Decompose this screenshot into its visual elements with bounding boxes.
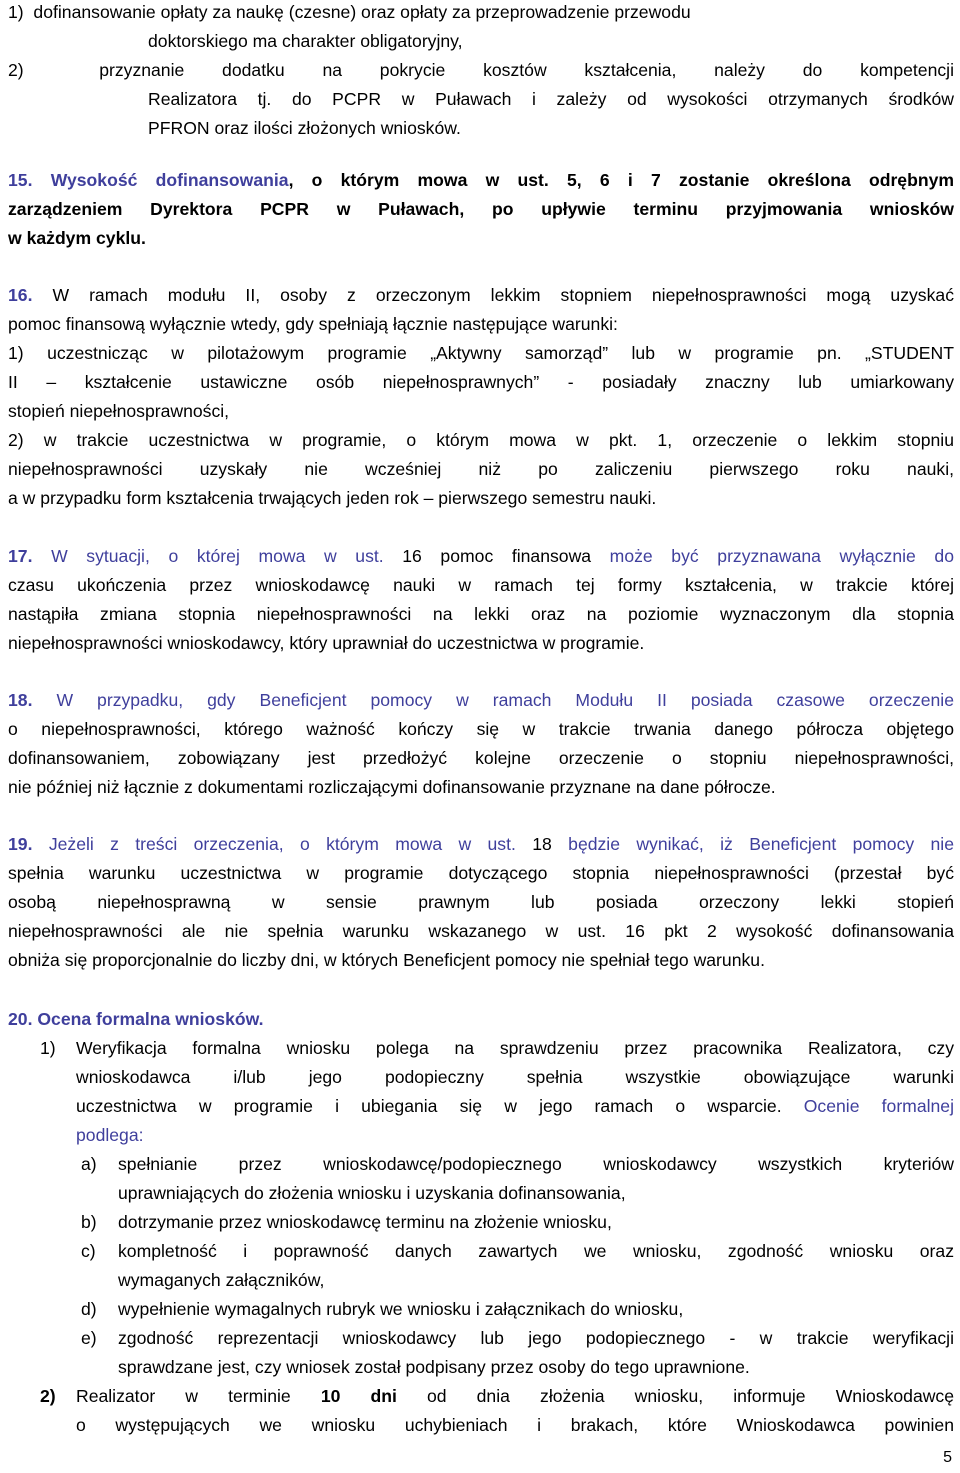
item-1-line-3a: uczestnictwa w programie i ubiegania się w jego ramach o wsparcie. <box>76 1096 782 1116</box>
p16-line-8: a w przypadku form kształcenia trwających jeden rok – pierwszego semestru nauki. <box>8 488 657 508</box>
p17-line-4: niepełnosprawności wnioskodawcy, który uprawniał do uczestnictwa w programie. <box>8 633 645 653</box>
p16-line-1-text: W ramach modułu II, osoby z orzeczonym lekkim stopniem niepełnosprawności mogą uzyskać <box>52 285 954 305</box>
p19-mid-1: 18 <box>515 834 569 854</box>
list-item-2-line-1: 2) przyznanie dodatku na pokrycie kosztów kształcenia, należy do kompetencji <box>8 60 954 80</box>
p18-line-4: nie później niż łącznie z dokumentami rozliczającymi dofinansowanie przyznane na dane półrocze. <box>8 777 776 797</box>
p19-line-5: obniża się proporcjonalnie do liczby dni, w których Beneficjent pomocy nie spełniał tego warunku. <box>8 950 765 970</box>
subitem-a-line-1: spełnianie przez wnioskodawcę/podopiecznego wnioskodawcy wszystkich kryteriów <box>118 1154 954 1174</box>
item-2-deadline: 10 dni <box>320 1386 397 1406</box>
item-1-line-3b: Ocenie formalnej <box>781 1096 955 1116</box>
p17-mid-1: 16 pomoc finansowa <box>383 546 610 566</box>
subitem-b-letter: b) <box>81 1212 97 1232</box>
p18-number: 18. <box>8 690 33 710</box>
p16-line-6: 2) w trakcie uczestnictwa w programie, o którym mowa w pkt. 1, orzeczenie o lekkim stopniu <box>8 430 954 450</box>
list-item-2-line-2: Realizatora tj. do PCPR w Puławach i zależy od wysokości otrzymanych środków <box>148 89 954 109</box>
subitem-b-line-1: dotrzymanie przez wnioskodawcę terminu na złożenie wniosku, <box>118 1212 612 1232</box>
subitem-c-line-1: kompletność i poprawność danych zawartych we wniosku, zgodność wniosku oraz <box>118 1241 954 1261</box>
section-20-title: Ocena formalna wniosków. <box>37 1009 264 1029</box>
p18-line-3: dofinansowaniem, zobowiązany jest przedłożyć kolejne orzeczenie o stopniu niepełnosprawności, <box>8 748 954 768</box>
p16-line-2: pomoc finansową wyłącznie wtedy, gdy spełniają łącznie następujące warunki: <box>8 314 618 334</box>
p15-line-2: zarządzeniem Dyrektora PCPR w Puławach, po upływie terminu przyjmowania wniosków <box>8 199 954 219</box>
p18-line-1-text: W przypadku, gdy Beneficjent pomocy w ramach Modułu II posiada czasowe orzeczenie <box>56 690 954 710</box>
subitem-c-line-2: wymaganych załączników, <box>118 1270 325 1290</box>
p17-blue-2: może być przyznawana wyłącznie do <box>609 546 954 566</box>
p16-line-1 <box>8 285 954 306</box>
list-item-1-line-2: doktorskiego ma charakter obligatoryjny, <box>148 31 463 51</box>
subitem-e-letter: e) <box>81 1328 97 1348</box>
p15-lead: Wysokość dofinansowania <box>50 170 289 190</box>
subitem-e-line-2: sprawdzane jest, czy wniosek został podpisany przez osoby do tego uprawnione. <box>118 1357 750 1377</box>
p15-line-3: w każdym cyklu. <box>8 228 146 248</box>
list-item-1-line-1: 1) dofinansowanie opłaty za naukę (czesne) oraz opłaty za przeprowadzenie przewodu <box>8 2 691 22</box>
p19-line-1 <box>8 834 954 855</box>
p17-line-2: czasu ukończenia przez wnioskodawcę nauki w ramach tej formy kształcenia, w trakcie której <box>8 575 954 595</box>
subitem-a-line-2: uprawniających do złożenia wniosku i uzyskania dofinansowania, <box>118 1183 626 1203</box>
subitem-e-line-1: zgodność reprezentacji wnioskodawcy lub jego podopiecznego - w trakcie weryfikacji <box>118 1328 954 1348</box>
section-20-heading <box>8 1009 264 1030</box>
list-item-2-line-3: PFRON oraz ilości złożonych wniosków. <box>148 118 461 138</box>
subitem-c-letter: c) <box>81 1241 96 1261</box>
item-2-line-1c: od dnia złożenia wniosku, informuje Wnioskodawcę <box>396 1386 955 1406</box>
item-1-line-2: wnioskodawca i/lub jego podopieczny spełnia wszystkie obowiązujące warunki <box>76 1067 954 1087</box>
p15-number: 15. <box>8 170 33 190</box>
p19-blue-2: będzie wynikać, iż Beneficjent pomocy nie <box>568 834 955 854</box>
p15-line-1 <box>8 170 954 191</box>
p19-line-3: osobą niepełnosprawną w sensie prawnym lub posiada orzeczony lekki stopień <box>8 892 954 912</box>
p16-line-4: II – kształcenie ustawiczne osób niepełnosprawnych” - posiadały znaczny lub umiarkowany <box>8 372 954 392</box>
p16-line-7: niepełnosprawności uzyskały nie wcześniej niż po zaliczeniu pierwszego roku nauki, <box>8 459 954 479</box>
subitem-d-line-1: wypełnienie wymagalnych rubryk we wniosku i załącznikach do wniosku, <box>118 1299 684 1319</box>
subitem-d-letter: d) <box>81 1299 97 1319</box>
p18-line-1 <box>8 690 954 711</box>
p16-number: 16. <box>8 285 33 305</box>
p19-blue-1: Jeżeli z treści orzeczenia, o którym mowa w ust. <box>48 834 516 854</box>
p19-number: 19. <box>8 834 33 854</box>
item-2-line-1 <box>76 1386 954 1407</box>
p19-line-4: niepełnosprawności ale nie spełnia warunku wskazanego w ust. 16 pkt 2 wysokość dofinansowania <box>8 921 954 941</box>
subitem-a-letter: a) <box>81 1154 97 1174</box>
section-20-number: 20. <box>8 1009 33 1029</box>
p17-line-1 <box>8 546 954 567</box>
p16-line-5: stopień niepełnosprawności, <box>8 401 230 421</box>
item-2-line-1a: Realizator w terminie <box>76 1386 321 1406</box>
p19-line-2: spełnia warunku uczestnictwa w programie dotyczącego stopnia niepełnosprawności (przestał być <box>8 863 954 883</box>
item-2-number: 2) <box>40 1386 56 1406</box>
p18-line-2: o niepełnosprawności, którego ważność kończy się w trakcie trwania danego półrocza objętego <box>8 719 954 739</box>
p17-number: 17. <box>8 546 33 566</box>
item-2-line-2: o występujących we wniosku uchybieniach i brakach, które Wnioskodawca powinien <box>76 1415 954 1435</box>
item-1-line-4: podlega: <box>76 1125 144 1145</box>
p17-blue-1: W sytuacji, o której mowa w ust. <box>51 546 384 566</box>
page-number: 5 <box>943 1449 952 1466</box>
p15-line-1-rest: , o którym mowa w ust. 5, 6 i 7 zostanie określona odrębnym <box>288 170 954 190</box>
p16-line-3: 1) uczestnicząc w pilotażowym programie „Aktywny samorząd” lub w programie pn. „STUDENT <box>8 343 954 363</box>
item-1-line-1: Weryfikacja formalna wniosku polega na sprawdzeniu przez pracownika Realizatora, czy <box>76 1038 954 1058</box>
p17-line-3: nastąpiła zmiana stopnia niepełnosprawności na lekki oraz na poziomie wyznaczonym dla stopnia <box>8 604 954 624</box>
item-1-line-3 <box>76 1096 954 1117</box>
item-1-number: 1) <box>40 1038 56 1058</box>
